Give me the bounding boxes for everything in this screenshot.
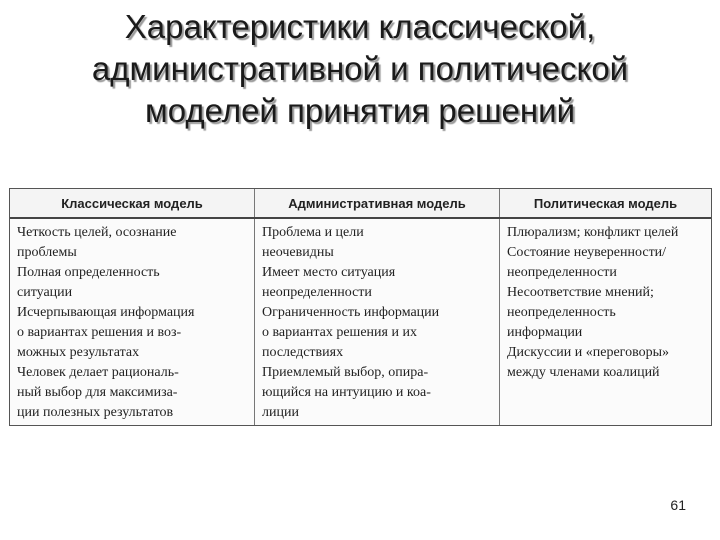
slide-title-line: моделей принятия решений: [145, 92, 575, 129]
list-item-line: о вариантах решения и воз-: [17, 325, 182, 340]
models-table: [10, 189, 711, 425]
list-item-line: Проблема и цели: [262, 225, 364, 240]
list-item-line: проблемы: [17, 245, 77, 260]
list-item-line: Полная определенность: [17, 265, 160, 280]
list-item-line: Несоответствие мнений;: [507, 285, 654, 300]
list-item: [17, 223, 248, 263]
header-political-model: Политическая модель: [500, 189, 712, 218]
list-item-line: Имеет место ситуация: [262, 265, 396, 280]
list-item-line: неопределенности: [507, 265, 617, 280]
list-item-line: о вариантах решения и их: [262, 325, 417, 340]
list-item-line: ситуации: [17, 285, 73, 300]
list-item: [17, 263, 248, 303]
slide-title: [20, 6, 700, 132]
table-row: [10, 218, 711, 425]
list-item-line: Четкость целей, осознание: [17, 225, 177, 240]
list-item-line: можных результатах: [17, 345, 140, 360]
political-model-cell: [500, 218, 712, 425]
list-item-line: Состояние неуверенности/: [507, 245, 667, 260]
list-item: [262, 363, 493, 423]
list-item-line: между членами коалиций: [507, 365, 660, 380]
header-classical-model: Классическая модель: [10, 189, 255, 218]
list-item-line: лиции: [262, 405, 299, 420]
page-number: 61: [670, 497, 686, 513]
list-item: [507, 283, 705, 343]
list-item: [262, 223, 493, 263]
list-item-line: Приемлемый выбор, опира-: [262, 365, 429, 380]
classical-model-cell: [10, 218, 255, 425]
slide-title-line: Характеристики классической,: [124, 8, 596, 45]
list-item: [17, 363, 248, 423]
list-item-line: неопределенности: [262, 285, 372, 300]
comparison-table: [9, 188, 712, 426]
list-item: [507, 243, 705, 283]
administrative-model-cell: [255, 218, 500, 425]
list-item: [17, 303, 248, 363]
list-item: [507, 223, 705, 243]
list-item-line: ный выбор для максимиза-: [17, 385, 178, 400]
list-item: [262, 263, 493, 303]
list-item-line: Плюрализм; конфликт целей: [507, 225, 679, 240]
list-item-line: неочевидны: [262, 245, 334, 260]
list-item-line: последствиях: [262, 345, 344, 360]
list-item-line: Ограниченность информации: [262, 305, 440, 320]
list-item-line: Человек делает рациональ-: [17, 365, 179, 380]
list-item: [262, 303, 493, 363]
list-item-line: информации: [507, 325, 583, 340]
list-item-line: ции полезных результатов: [17, 405, 174, 420]
list-item-line: Исчерпывающая информация: [17, 305, 195, 320]
list-item: [507, 343, 705, 383]
table-header-row: [10, 189, 711, 218]
list-item-line: ющийся на интуицию и коа-: [262, 385, 431, 400]
list-item-line: Дискуссии и «переговоры»: [507, 345, 669, 360]
list-item-line: неопределенность: [507, 305, 616, 320]
header-administrative-model: Административная модель: [255, 189, 500, 218]
slide-title-line: административной и политической: [91, 50, 629, 87]
